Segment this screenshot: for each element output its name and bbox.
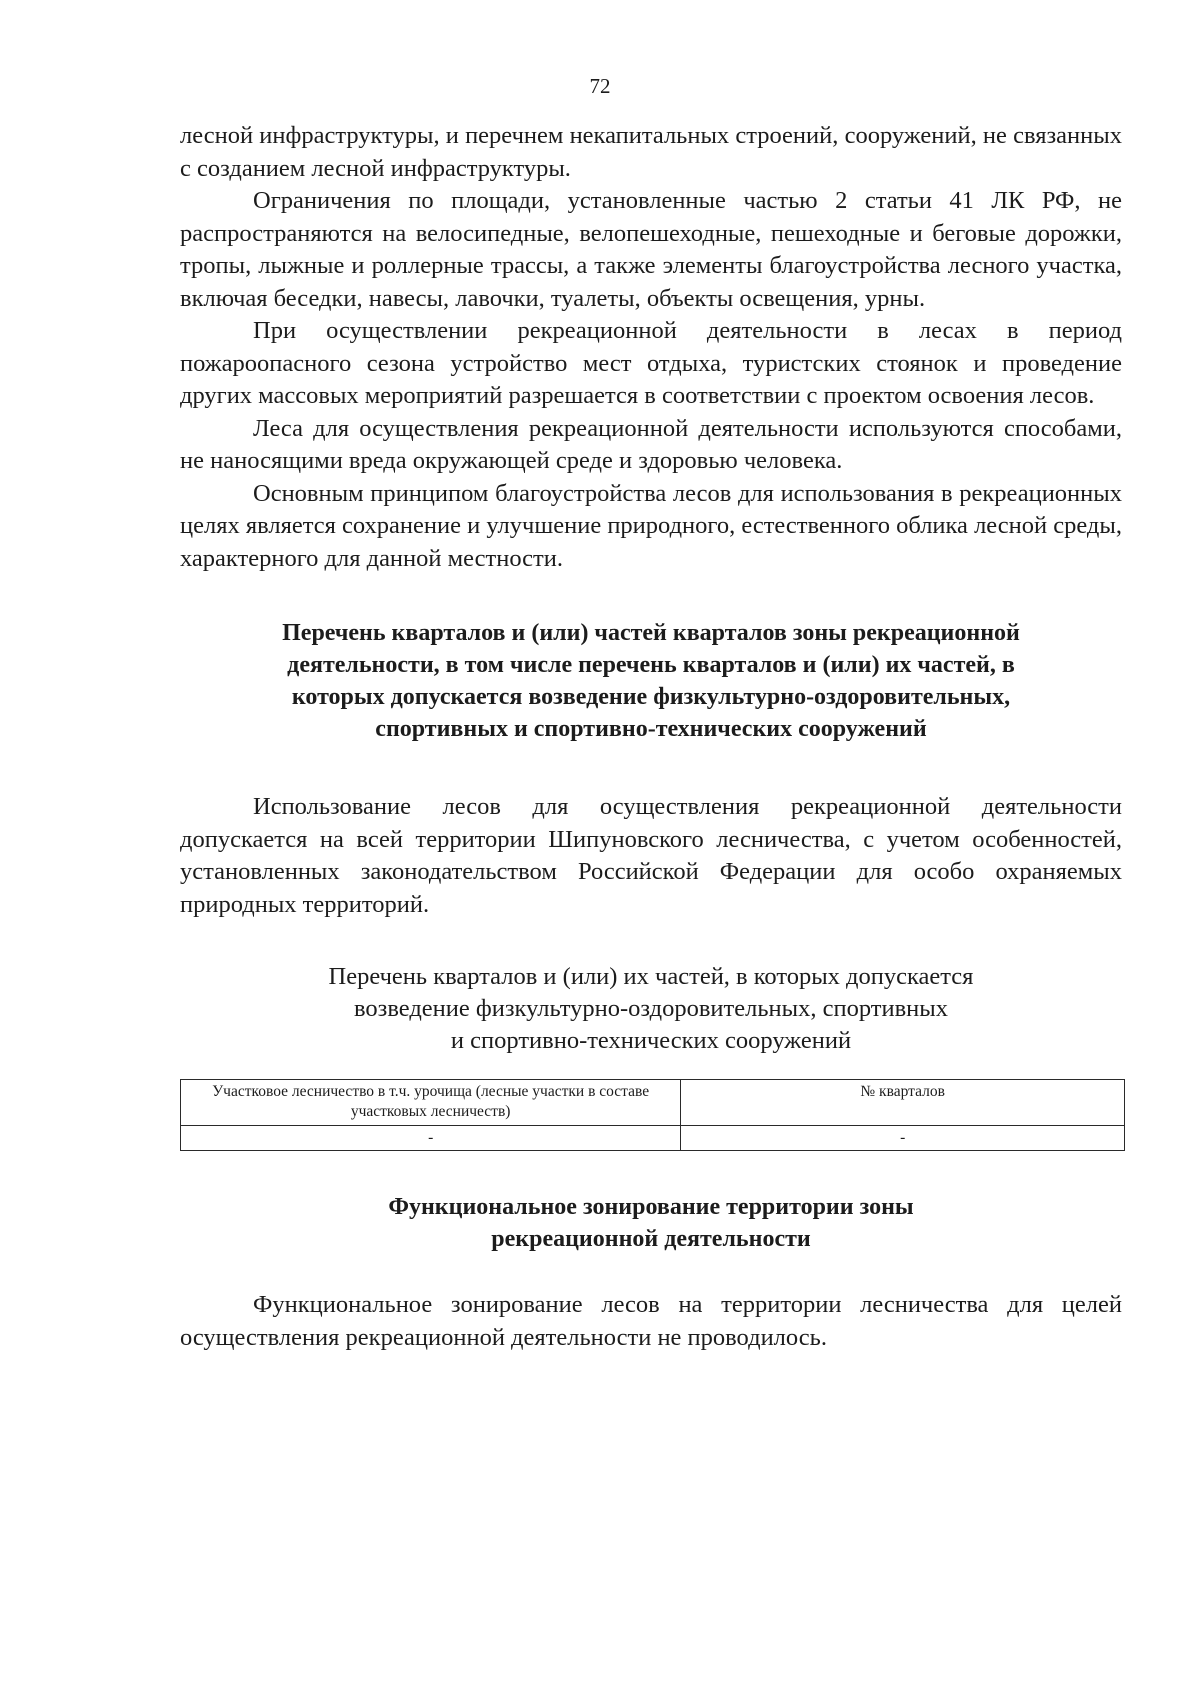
table-header-forestry: Участковое лесничество в т.ч. урочища (лесные участки в составе участковых лесничеств) <box>181 1080 681 1126</box>
paragraph-forest-usage: Использование лесов для осуществления рекреационной деятельности допускается на всей территории Шипуновского лесничества, с учетом особенностей, установленных законодательством Российской Федерации для особо охраняемых природных территорий. <box>180 793 1122 918</box>
table-cell-quarters: - <box>681 1126 1125 1151</box>
heading-line: деятельности, в том числе перечень кварталов и (или) их частей, в <box>287 652 1015 678</box>
table-title-line: Перечень кварталов и (или) их частей, в которых допускается <box>328 963 974 990</box>
page-content <box>180 120 1122 1354</box>
heading-line: рекреационной деятельности <box>491 1226 811 1252</box>
quarters-table <box>180 1079 1125 1151</box>
page-number: 72 <box>589 74 611 98</box>
table-title-line: и спортивно-технических сооружений <box>450 1027 852 1054</box>
table-header-quarters: № кварталов <box>681 1080 1125 1126</box>
paragraph-fire-season: При осуществлении рекреационной деятельности в лесах в период пожароопасного сезона устройство мест отдыха, туристских стоянок и проведение других массовых мероприятий разрешается в соответствии с проектом освоения лесов. <box>180 317 1122 409</box>
paragraph-continuation: лесной инфраструктуры, и перечнем некапитальных строений, сооружений, не связанных с созданием лесной инфраструктуры. <box>180 122 1122 182</box>
paragraph-functional-zoning: Функциональное зонирование лесов на территории лесничества для целей осуществления рекреационной деятельности не проводилось. <box>180 1291 1122 1351</box>
paragraph-usage-methods: Леса для осуществления рекреационной деятельности используются способами, не наносящими вреда окружающей среде и здоровью человека. <box>180 414 1122 474</box>
table-row <box>181 1126 1125 1151</box>
table-title-line: возведение физкультурно-оздоровительных, спортивных <box>354 995 948 1022</box>
table-cell-forestry: - <box>181 1126 681 1151</box>
section-heading-recreation-quarters <box>180 617 1122 745</box>
heading-line: Перечень кварталов и (или) частей кварталов зоны рекреационной <box>282 620 1020 646</box>
section-heading-functional-zoning <box>180 1191 1122 1255</box>
heading-line: Функциональное зонирование территории зоны <box>388 1194 914 1220</box>
paragraph-main-principle: Основным принципом благоустройства лесов для использования в рекреационных целях является сохранение и улучшение природного, естественного облика лесной среды, характерного для данной местности. <box>180 479 1122 572</box>
paragraph-area-restrictions: Ограничения по площади, установленные частью 2 статьи 41 ЛК РФ, не распространяются на велосипедные, велопешеходные, пешеходные и беговые дорожки, тропы, лыжные и роллерные трассы, а также элементы благоустройства лесного участка, включая беседки, навесы, лавочки, туалеты, объекты освещения, урны. <box>180 187 1122 312</box>
table-header-row <box>181 1080 1125 1126</box>
heading-line: которых допускается возведение физкультурно-оздоровительных, <box>291 684 1011 710</box>
table-title <box>180 961 1122 1057</box>
heading-line: спортивных и спортивно-технических сооружений <box>375 716 927 742</box>
